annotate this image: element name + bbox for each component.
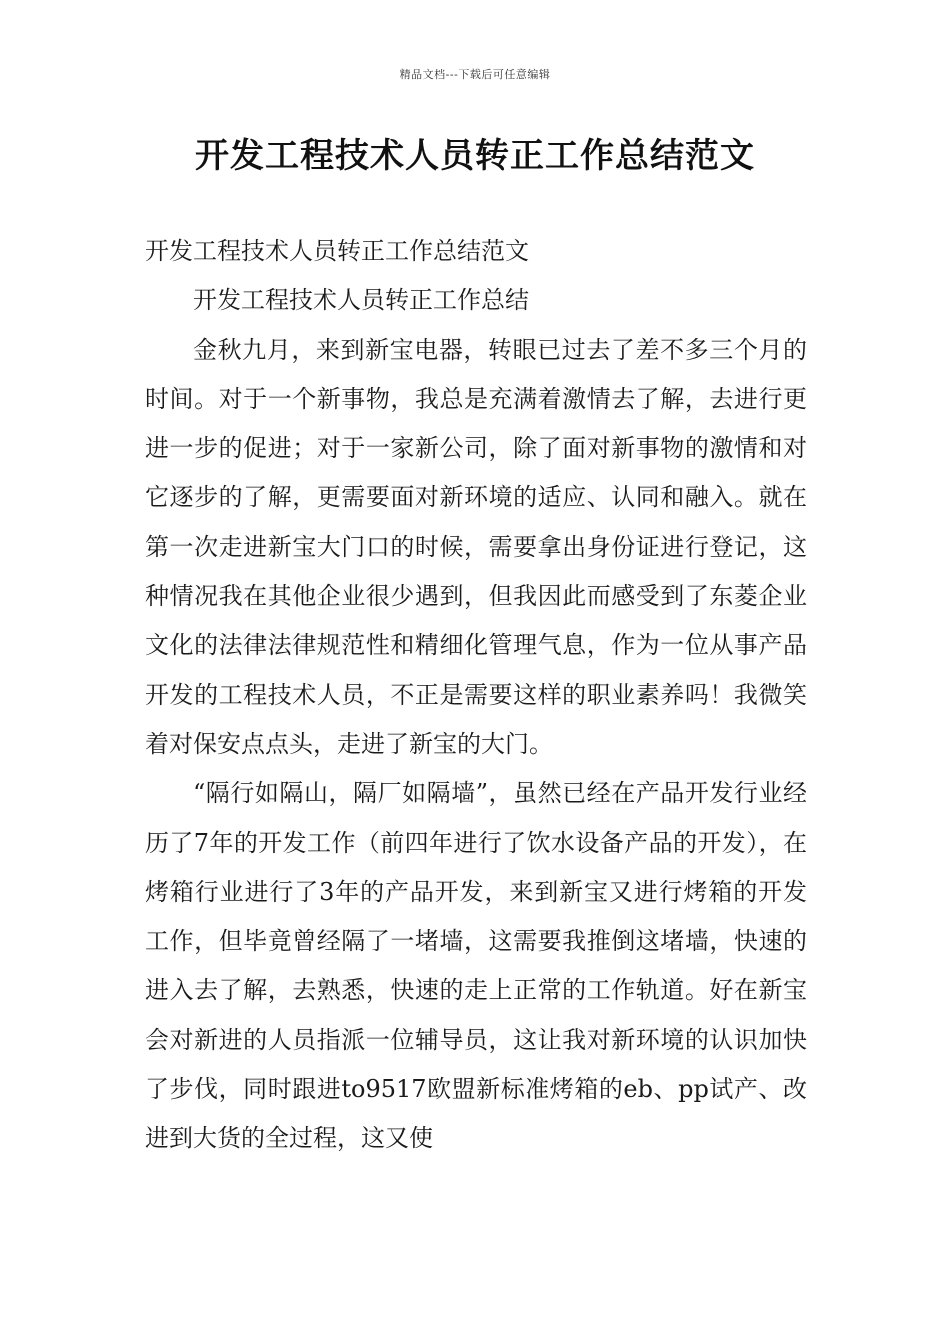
body-paragraph-subtitle: 开发工程技术人员转正工作总结范文: [145, 237, 529, 265]
document-title: 开发工程技术人员转正工作总结范文: [195, 136, 755, 176]
body-paragraph: “隔行如隔山，隔厂如隔墙”，虽然已经在产品开发行业经历了7年的开发工作（前四年进行了饮水设备产品的开发），在烤箱行业进行了3年的产品开发，来到新宝又进行烤箱的开发工作，但毕竟曾经隔了一堵墙，这需要我推倒这堵墙，快速的进入去了解，去熟悉，快速的走上正常的工作轨道。好在新宝会对新进的人员指派一位辅导员，这让我对新环境的认识加快了步伐，同时跟进to9517欧盟新标准烤箱的eb、pp试产、改进到大货的全过程，这又使: [145, 779, 807, 1153]
document-body: [145, 227, 807, 1164]
body-paragraph-heading: 开发工程技术人员转正工作总结: [193, 286, 529, 315]
body-paragraph: 金秋九月，来到新宝电器，转眼已过去了差不多三个月的时间。对于一个新事物，我总是充满着激情去了解，去进行更进一步的促进；对于一家新公司，除了面对新事物的激情和对它逐步的了解，更需要面对新环境的适应、认同和融入。就在第一次走进新宝大门口的时候，需要拿出身份证进行登记，这种情况我在其他企业很少遇到，但我因此而感受到了东菱企业文化的法律法律规范性和精细化管理气息，作为一位从事产品开发的工程技术人员，不正是需要这样的职业素养吗！我微笑着对保安点点头，走进了新宝的大门。: [145, 335, 807, 758]
header-note: 精品文档---下载后可任意编辑: [399, 68, 551, 81]
